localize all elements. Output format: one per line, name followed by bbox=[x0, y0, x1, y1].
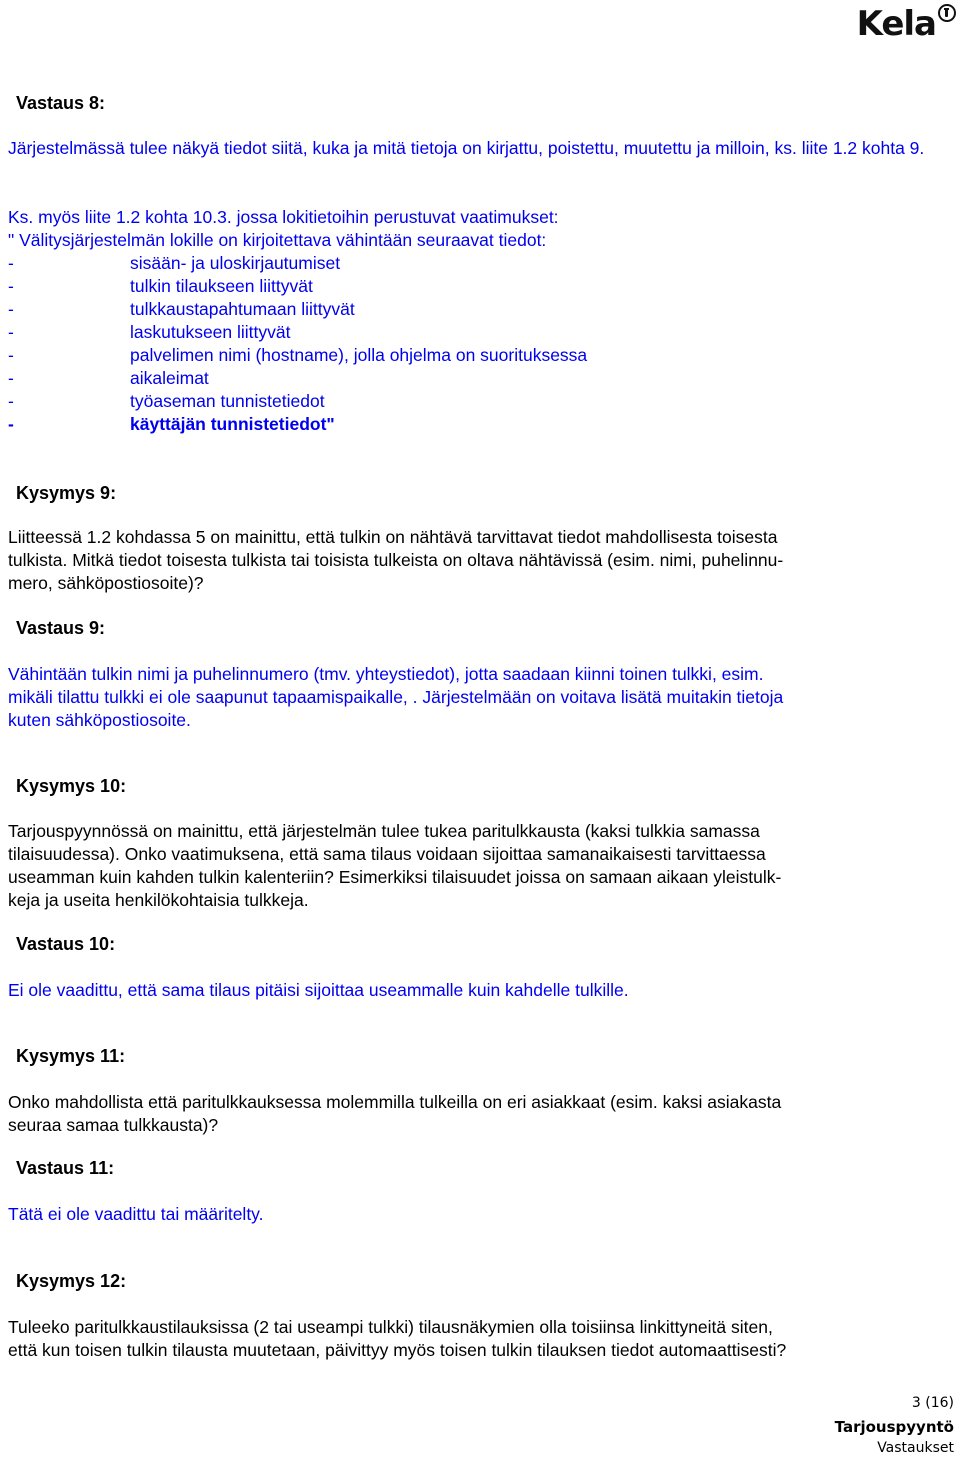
question-11-line: seuraa samaa tulkkausta)? bbox=[8, 1115, 219, 1135]
question-9-line: tulkista. Mitkä tiedot toisesta tulkista tai toisista tulkeista on oltava nähtävissä (esim. nimi, puhelinnu- bbox=[8, 550, 784, 570]
question-12-line: että kun toisen tulkin tilausta muutetaan, päivittyy myös toisen tulkin tilauksen tiedot automaattisesti? bbox=[8, 1340, 787, 1360]
question-12-heading: Kysymys 12: bbox=[16, 1271, 127, 1291]
answer-8-paragraph: Järjestelmässä tulee näkyä tiedot siitä, kuka ja mitä tietoja on kirjattu, poistettu, muutettu ja milloin, ks. liite 1.2 kohta 9. bbox=[8, 138, 925, 158]
question-10-line: keja ja useita henkilökohtaisia tulkkeja. bbox=[8, 890, 309, 910]
list-item: - käyttäjän tunnistetiedot" bbox=[8, 414, 335, 434]
answer-8-ref-line: Ks. myös liite 1.2 kohta 10.3. jossa lokitietoihin perustuvat vaatimukset: bbox=[8, 207, 559, 227]
answer-10-heading: Vastaus 10: bbox=[16, 934, 116, 954]
page-number: 3 (16) bbox=[911, 1395, 954, 1411]
answer-11-text: Tätä ei ole vaadittu tai määritelty. bbox=[8, 1204, 264, 1224]
list-item: - työaseman tunnistetiedot bbox=[8, 391, 325, 411]
list-item: - sisään- ja uloskirjautumiset bbox=[8, 253, 341, 273]
kela-logo bbox=[857, 2, 956, 46]
answer-9-line: mikäli tilattu tulkki ei ole saapunut tapaamispaikalle, . Järjestelmään on voitava lisätä muitakin tietoja bbox=[8, 687, 784, 707]
question-9-line: mero, sähköpostiosoite)? bbox=[8, 573, 204, 593]
answer-11-heading: Vastaus 11: bbox=[16, 1158, 115, 1178]
document-section: Vastaukset bbox=[877, 1440, 954, 1456]
answer-9-line: kuten sähköpostiosoite. bbox=[8, 710, 191, 730]
list-item: - palvelimen nimi (hostname), jolla ohjelma on suorituksessa bbox=[8, 345, 588, 365]
question-9-heading: Kysymys 9: bbox=[16, 483, 117, 503]
answer-8-quote-line: " Välitysjärjestelmän lokille on kirjoitettava vähintään seuraavat tiedot: bbox=[8, 230, 547, 250]
question-9-line: Liitteessä 1.2 kohdassa 5 on mainittu, että tulkin on nähtävä tarvittavat tiedot mahdollisesta toisesta bbox=[8, 527, 778, 547]
question-11-line: Onko mahdollista että paritulkkauksessa molemmilla tulkeilla on eri asiakkaat (esim. kaksi asiakasta bbox=[8, 1092, 782, 1112]
question-10-heading: Kysymys 10: bbox=[16, 776, 127, 796]
answer-9-line: Vähintään tulkin nimi ja puhelinnumero (tmv. yhteystiedot), jotta saadaan kiinni toinen tulkki, esim. bbox=[8, 664, 764, 684]
question-12-line: Tuleeko paritulkkaustilauksissa (2 tai useampi tulkki) tilausnäkymien olla toisiinsa linkittyneitä siten, bbox=[8, 1317, 773, 1337]
info-icon bbox=[938, 4, 956, 22]
question-11-heading: Kysymys 11: bbox=[16, 1046, 126, 1066]
list-item: - laskutukseen liittyvät bbox=[8, 322, 291, 342]
list-item: - tulkin tilaukseen liittyvät bbox=[8, 276, 313, 296]
question-10-line: Tarjouspyynnössä on mainittu, että järjestelmän tulee tukea paritulkkausta (kaksi tulkkia samassa bbox=[8, 821, 760, 841]
answer-10-text: Ei ole vaadittu, että sama tilaus pitäisi sijoittaa useammalle kuin kahdelle tulkille. bbox=[8, 980, 629, 1000]
question-10-line: tilaisuudessa). Onko vaatimuksena, että sama tilaus voidaan sijoittaa samanaikaisesti tarvittaessa bbox=[8, 844, 766, 864]
question-10-line: useamman kuin kahden tulkin kalenteriin? Esimerkiksi tilaisuudet joissa on samaan aikaan yleistulk- bbox=[8, 867, 782, 887]
answer-8-heading: Vastaus 8: bbox=[16, 93, 106, 113]
document-title: Tarjouspyyntö bbox=[834, 1418, 954, 1436]
answer-9-heading: Vastaus 9: bbox=[16, 618, 106, 638]
logo-wordmark: Kela bbox=[856, 4, 936, 44]
list-item: - aikaleimat bbox=[8, 368, 209, 388]
list-item: - tulkkaustapahtumaan liittyvät bbox=[8, 299, 355, 319]
